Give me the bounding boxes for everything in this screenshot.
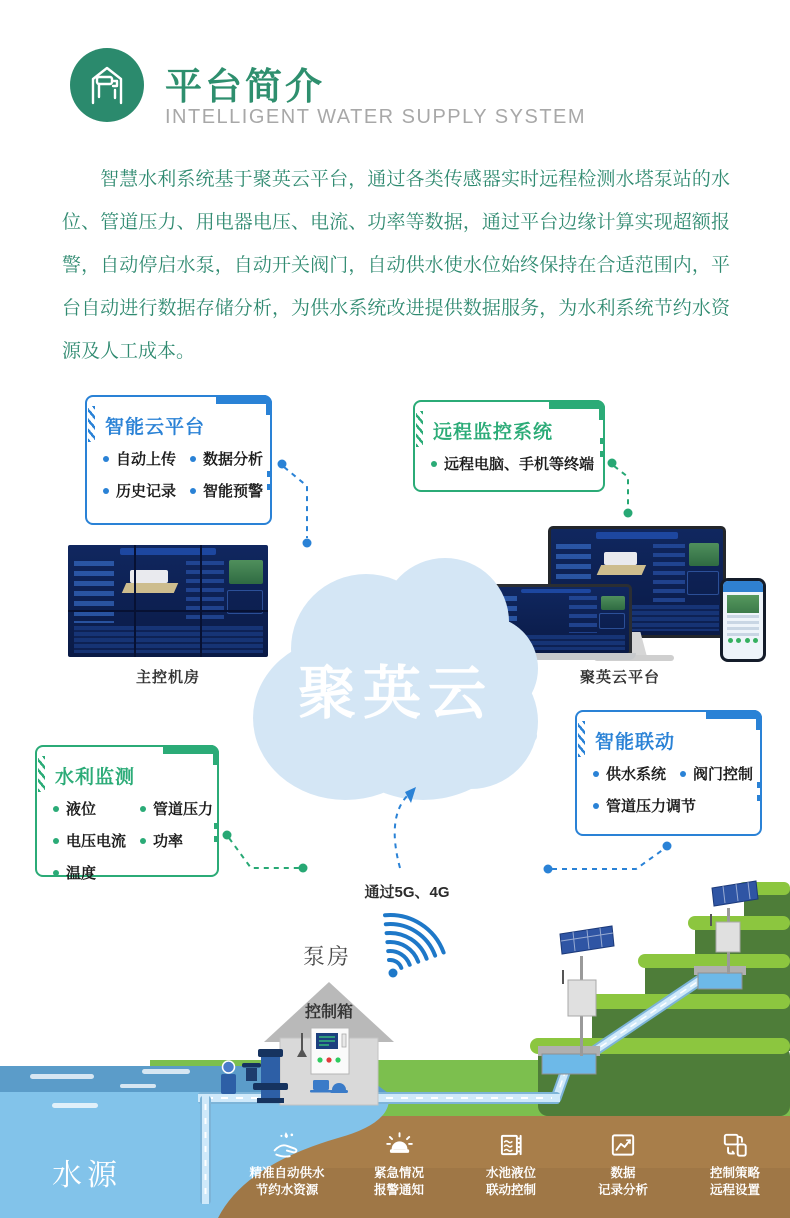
callout-water-monitoring <box>35 745 219 882</box>
bullet-label: 自动上传 <box>116 451 177 468</box>
bullet-label: 远程电脑、手机等终端 <box>444 456 595 473</box>
callout-title: 远程监控系统 <box>433 422 554 443</box>
bullet-item <box>190 448 263 469</box>
ticks-decoration <box>757 782 762 808</box>
bullet-label: 智能预警 <box>203 483 264 500</box>
feature-label: 控制策略 远程设置 <box>709 1166 760 1197</box>
bullet-label: 管道压力 <box>153 801 214 818</box>
cloud-bubble <box>525 730 537 742</box>
platform-label: 聚英云平台 <box>579 669 660 686</box>
bullet-item <box>593 763 666 784</box>
bullet-dot <box>53 806 59 812</box>
dash-left-panel <box>74 561 114 624</box>
dash-right-panel <box>186 561 224 624</box>
bullet-label: 阀门控制 <box>693 766 754 783</box>
corner-decoration <box>163 745 219 754</box>
control-box-label: 控制箱 <box>304 1004 353 1021</box>
bullet-label: 管道压力调节 <box>606 798 697 815</box>
callout-smart-cloud-platform <box>85 395 272 525</box>
bullet-dot <box>593 803 599 809</box>
bezel-line <box>200 545 202 657</box>
intake-pipe <box>200 1096 211 1204</box>
wifi-icon <box>385 915 444 978</box>
bullet-item <box>53 798 126 819</box>
phone-screen <box>723 581 763 659</box>
corner-decoration <box>549 400 605 409</box>
phone <box>720 578 766 662</box>
feature-label: 水池液位 联动控制 <box>485 1166 536 1197</box>
water-source-label: 水源 <box>52 1159 122 1192</box>
network-label: 通过5G、4G <box>364 884 450 901</box>
alarm-icon <box>384 1130 414 1160</box>
feature-item <box>345 1130 453 1199</box>
bullet-item <box>53 830 126 851</box>
hatch-decoration <box>38 756 45 792</box>
bullet-label: 数据分析 <box>203 451 264 468</box>
features-bar <box>233 1130 789 1199</box>
bullet-item <box>431 453 595 474</box>
ticks-decoration <box>600 438 605 464</box>
callout-title: 智能云平台 <box>105 417 206 438</box>
bullet-dot <box>140 838 146 844</box>
cloud-brand-text: 聚英云 <box>297 659 493 727</box>
callout-title: 水利监测 <box>55 767 136 788</box>
bezel-line <box>68 610 268 612</box>
callout-title: 智能联动 <box>595 732 676 753</box>
page-subtitle: INTELLIGENT WATER SUPPLY SYSTEM <box>165 106 587 128</box>
callout-remote-monitoring <box>413 400 605 492</box>
bezel-line <box>134 545 136 657</box>
bullet-item <box>680 763 753 784</box>
pump-house-icon <box>85 63 129 107</box>
cloud <box>253 558 538 800</box>
bullet-item <box>190 480 263 501</box>
bullet-dot <box>190 488 196 494</box>
bullet-item <box>593 795 753 816</box>
corner-decoration <box>216 395 272 404</box>
feature-item <box>569 1130 677 1199</box>
bullet-dot <box>103 456 109 462</box>
bullet-item <box>103 480 176 501</box>
feature-item <box>457 1130 565 1199</box>
bullet-item <box>103 448 176 469</box>
ticks-decoration <box>267 471 272 497</box>
water-saving-hand-icon <box>271 1130 303 1160</box>
callout-smart-linkage <box>575 710 762 836</box>
intro-paragraph: 智慧水利系统基于聚英云平台，通过各类传感器实时远程检测水塔泵站的水位、管道压力、用电器电压、电流、功率等数据，通过平台边缘计算实现超额报警，自动停启水泵，自动开关阀门，自动供水使水位始终保持在合适范围内，平台自动进行数据存储分析，为供水系统改进提供数据服务，为水利系统节约水资源及人工成本。 <box>62 169 730 362</box>
hatch-decoration <box>578 721 585 757</box>
bullet-dot <box>53 838 59 844</box>
bullet-label: 电压电流 <box>66 833 127 850</box>
bullet-dot <box>593 771 599 777</box>
feature-item <box>233 1130 341 1199</box>
data-chart-icon <box>608 1130 638 1160</box>
ticks-decoration <box>214 823 219 849</box>
bullet-label: 功率 <box>153 833 184 850</box>
feature-label: 数据 记录分析 <box>597 1166 648 1197</box>
bullet-label: 液位 <box>66 801 97 818</box>
corner-decoration <box>706 710 762 719</box>
bullet-dot <box>103 488 109 494</box>
bullet-label: 供水系统 <box>606 766 667 783</box>
dash-rows <box>74 626 263 653</box>
tank-level-icon <box>496 1130 526 1160</box>
bullet-dot <box>140 806 146 812</box>
header-badge <box>70 48 144 122</box>
bullet-dot <box>680 771 686 777</box>
hatch-decoration <box>416 411 423 447</box>
pump-room-label: 泵房 <box>303 944 352 969</box>
hatch-decoration <box>88 406 95 442</box>
remote-control-icon <box>720 1130 750 1160</box>
bullet-item <box>140 830 213 851</box>
feature-label: 精准自动供水 节约水资源 <box>249 1166 325 1197</box>
page-title: 平台简介 <box>165 66 325 107</box>
bullet-dot <box>190 456 196 462</box>
control-room-screen <box>68 545 268 657</box>
feature-label: 紧急情况 报警通知 <box>373 1166 424 1197</box>
bullet-dot <box>431 461 437 467</box>
control-room-label: 主控机房 <box>135 669 200 686</box>
dash-table <box>122 583 178 593</box>
main-pipe <box>198 1092 560 1104</box>
feature-item <box>681 1130 789 1199</box>
bullet-label: 历史记录 <box>116 483 177 500</box>
bullet-item <box>140 798 213 819</box>
bullet-label: 温度 <box>66 865 97 882</box>
